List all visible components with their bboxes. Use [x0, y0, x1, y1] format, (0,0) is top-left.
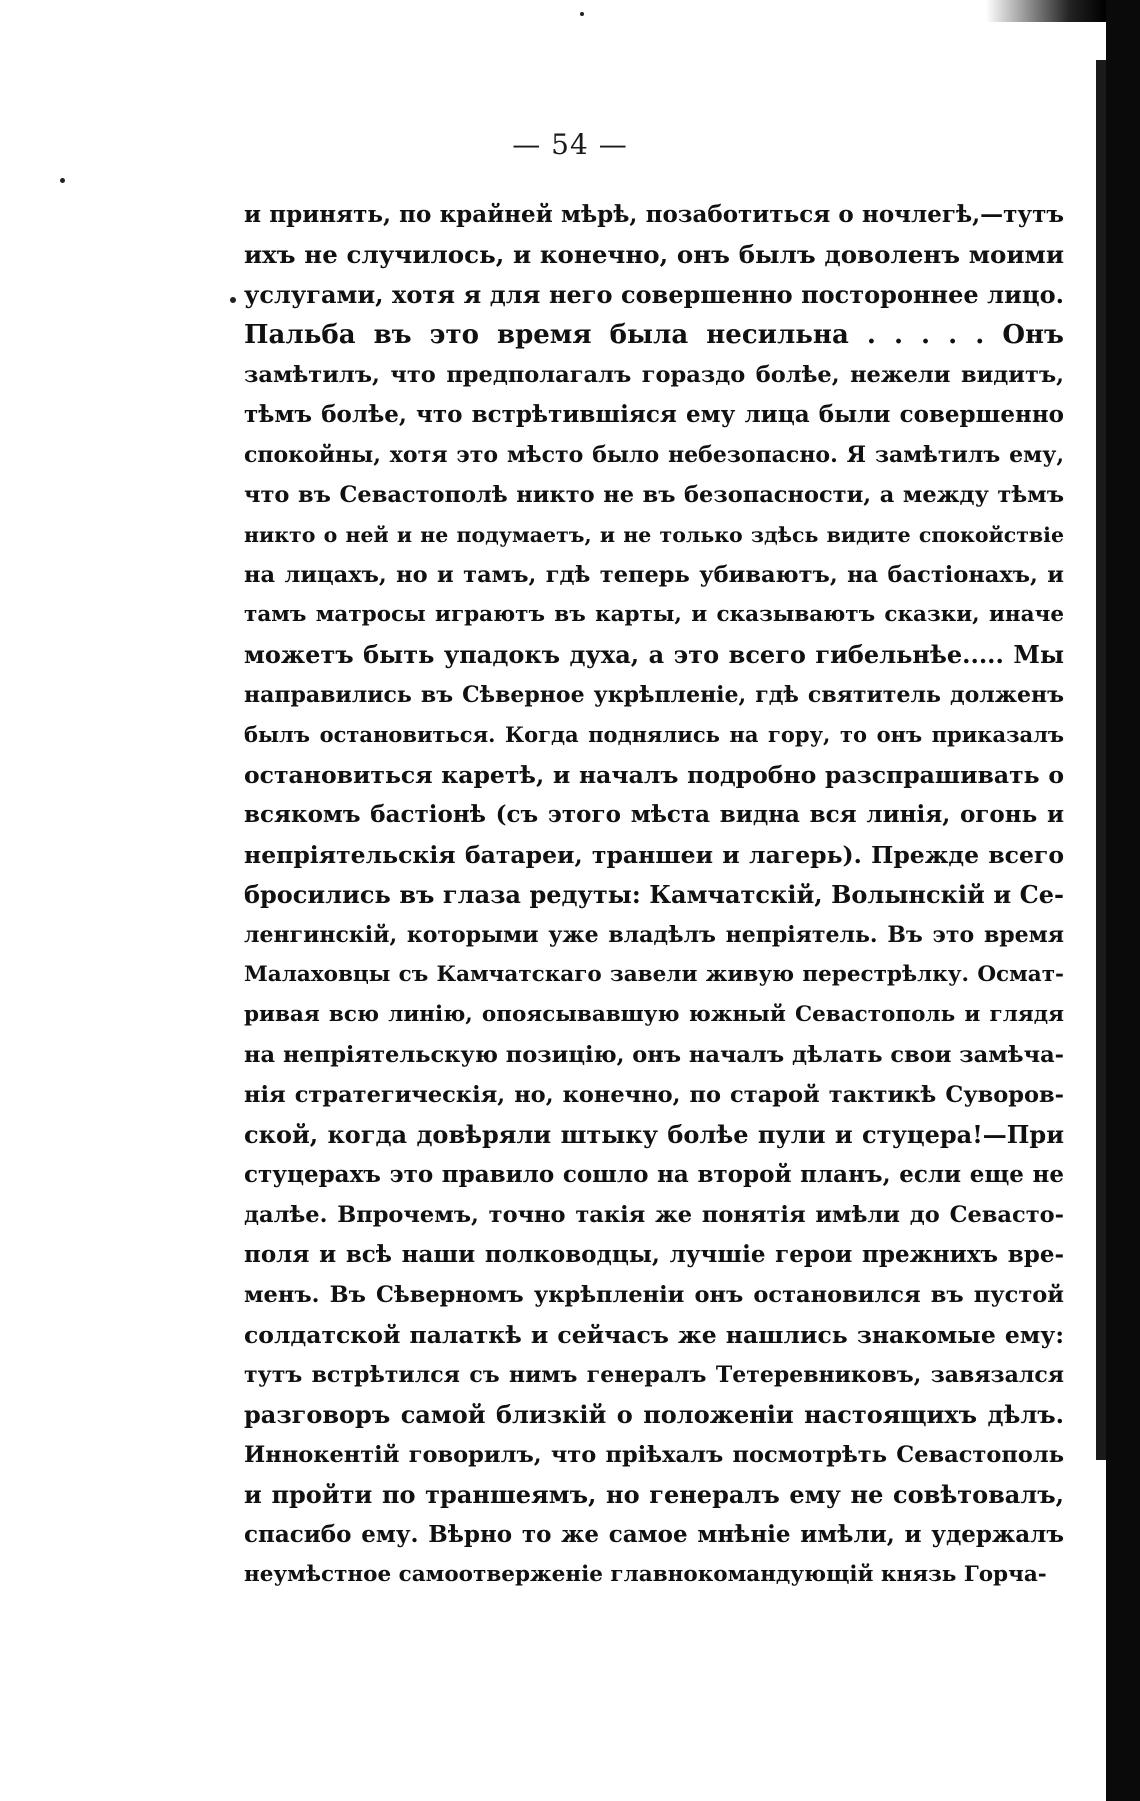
text-line: ленгинскій, которыми уже владѣлъ непріятель. Въ это время — [244, 922, 1064, 948]
scan-edge — [1106, 0, 1140, 1801]
text-line: остановиться каретѣ, и началъ подробно разспрашивать о — [244, 761, 1064, 789]
text-line: разговоръ самой близкій о положеніи настоящихъ дѣлъ. — [244, 1400, 1064, 1429]
text-line: тутъ встрѣтился съ нимъ генералъ Тетеревниковъ, завязался — [244, 1362, 1064, 1388]
text-line: направились въ Сѣверное укрѣпленіе, гдѣ святитель долженъ — [244, 682, 1064, 708]
text-line: бросились въ глаза редуты: Камчатскій, Волынскій и Се- — [244, 880, 1064, 909]
scan-speck — [580, 12, 584, 16]
text-line: былъ остановиться. Когда поднялись на гору, то онъ приказалъ — [244, 722, 1064, 747]
body-text — [244, 195, 1064, 1595]
text-line: услугами, хотя я для него совершенно постороннее лицо. — [244, 280, 1064, 309]
text-line: и пройти по траншеямъ, но генералъ ему не совѣтовалъ, — [244, 1480, 1064, 1509]
text-line: стуцерахъ это правило сошло на второй планъ, если еще не — [244, 1161, 1064, 1188]
text-line: далѣе. Впрочемъ, точно такія же понятія имѣли до Севасто- — [244, 1202, 1064, 1228]
text-line: непріятельскія батареи, траншеи и лагерь). Прежде всего — [244, 841, 1064, 869]
text-line: и принять, по крайней мѣрѣ, позаботиться о ночлегѣ,—тутъ — [244, 201, 1064, 228]
text-line: ской, когда довѣряли штыку болѣе пули и стуцера!—При — [244, 1120, 1064, 1149]
text-line: можетъ быть упадокъ духа, а это всего гибельнѣе..... Мы — [244, 640, 1064, 669]
text-line: на лицахъ, но и тамъ, гдѣ теперь убиваютъ, на бастіонахъ, и — [244, 562, 1064, 588]
text-line: ихъ не случилось, и конечно, онъ былъ доволенъ моими — [244, 240, 1064, 269]
text-line: тамъ матросы играютъ въ карты, и сказываютъ сказки, иначе — [244, 602, 1064, 627]
text-line: нія стратегическія, но, конечно, по старой тактикѣ Суворов- — [244, 1082, 1064, 1108]
text-line: никто о ней и не подумаетъ, и не только здѣсь видите спокойствіе — [244, 523, 1064, 547]
text-line: на непріятельскую позицію, онъ началъ дѣлать свои замѣча- — [244, 1042, 1064, 1068]
text-line: всякомъ бастіонѣ (съ этого мѣста видна вся линія, огонь и — [244, 801, 1064, 828]
text-line: Иннокентій говорилъ, что пріѣхалъ посмотрѣть Севастополь — [244, 1442, 1064, 1468]
text-line: замѣтилъ, что предполагалъ гораздо болѣе, нежели видитъ, — [244, 362, 1064, 388]
scan-edge-inner — [1096, 60, 1106, 1460]
scan-speck — [230, 297, 236, 303]
text-line: тѣмъ болѣе, что встрѣтившіяся ему лица были совершенно — [244, 401, 1064, 428]
scan-speck — [60, 178, 65, 183]
page-number: — 54 — — [512, 128, 628, 161]
text-line: менъ. Въ Сѣверномъ укрѣпленіи онъ остановился въ пустой — [244, 1282, 1064, 1308]
scan-shadow — [986, 0, 1106, 22]
text-line: солдатской палаткѣ и сейчасъ же нашлись знакомые ему: — [244, 1321, 1064, 1349]
text-line: спокойны, хотя это мѣсто было небезопасно. Я замѣтилъ ему, — [244, 442, 1064, 468]
text-line: неумѣстное самоотверженіе главнокомандующій князь Горча- — [244, 1562, 1047, 1587]
text-line: поля и всѣ наши полководцы, лучшіе герои прежнихъ вре- — [244, 1241, 1064, 1268]
text-line: ривая всю линію, опоясывавшую южный Севастополь и глядя — [244, 1002, 1064, 1027]
text-line: Пальба въ это время была несильна . . . . . Онъ — [244, 320, 1064, 350]
text-line: Малаховцы съ Камчатскаго завели живую перестрѣлку. Осмат- — [244, 962, 1064, 987]
text-line: что въ Севастополѣ никто не въ безопасности, а между тѣмъ — [244, 482, 1064, 508]
text-line: спасибо ему. Вѣрно то же самое мнѣніе имѣли, и удержалъ — [244, 1521, 1064, 1548]
